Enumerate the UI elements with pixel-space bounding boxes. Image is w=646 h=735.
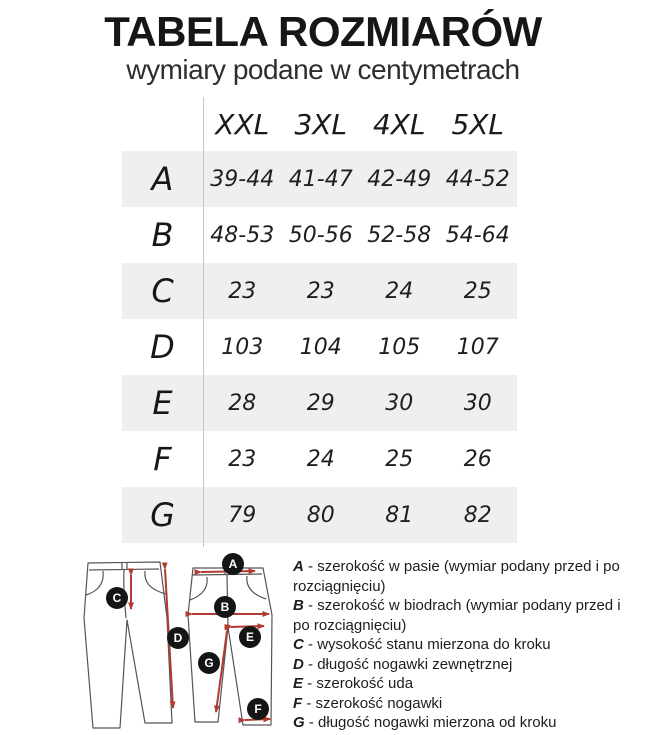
size-cell: 104 <box>299 334 342 360</box>
legend-separator: - <box>302 694 316 712</box>
size-cell: 80 <box>306 502 335 528</box>
size-cell: 52-58 <box>367 222 432 248</box>
legend-separator: - <box>303 655 318 673</box>
legend-item-c <box>293 635 639 655</box>
legend-letter: A <box>293 558 304 575</box>
badge-d: D <box>167 627 189 649</box>
legend-letter: G <box>293 714 305 731</box>
row-label: G <box>150 496 175 534</box>
legend-text: szerokość nogawki <box>315 694 443 712</box>
size-cell: 42-49 <box>367 166 432 192</box>
size-cell: 25 <box>385 446 414 472</box>
row-label: A <box>151 160 174 198</box>
legend-item-a <box>293 557 639 596</box>
size-cell: 23 <box>306 278 335 304</box>
table-divider-line <box>203 97 204 547</box>
legend-text: szerokość uda <box>316 675 414 692</box>
size-column-header-4xl: 4XL <box>372 108 426 141</box>
legend-text: szerokość w pasie (wymiar podany przed i po rozciągnięciu) <box>293 558 620 595</box>
size-cell: 79 <box>228 502 257 528</box>
page-subtitle: wymiary podane w centymetrach <box>126 54 520 85</box>
size-cell: 103 <box>221 334 264 360</box>
table-row-a <box>122 151 517 207</box>
size-cell: 105 <box>378 334 421 360</box>
legend-letter: C <box>293 636 304 653</box>
table-row-g <box>122 487 517 543</box>
legend-item-b <box>293 596 639 635</box>
legend-separator: - <box>304 714 319 731</box>
legend-separator: - <box>303 597 318 614</box>
legend-letter: F <box>293 694 303 712</box>
size-cell: 24 <box>385 278 414 304</box>
size-cell: 24 <box>306 446 335 472</box>
badge-c: C <box>106 587 128 609</box>
legend-item-d <box>293 655 639 675</box>
size-cell: 39-44 <box>210 166 275 192</box>
size-table <box>122 98 517 543</box>
measurement-legend <box>293 557 639 733</box>
size-cell: 30 <box>385 390 414 416</box>
size-cell: 28 <box>228 390 257 416</box>
size-cell: 30 <box>463 390 492 416</box>
size-column-header-5xl: 5XL <box>451 108 505 141</box>
table-row-c <box>122 263 517 319</box>
legend-letter: E <box>293 675 304 692</box>
table-row-d <box>122 319 517 375</box>
legend-text: wysokość stanu mierzona do kroku <box>317 636 551 653</box>
size-cell: 82 <box>463 502 492 528</box>
table-row-f <box>122 431 517 487</box>
legend-letter: D <box>293 655 304 673</box>
page-title: TABELA ROZMIARÓW <box>104 8 542 55</box>
size-cell: 107 <box>456 334 499 360</box>
legend-separator: - <box>303 675 317 692</box>
size-cell: 50-56 <box>288 222 353 248</box>
badge-b: B <box>214 596 236 618</box>
size-column-header-xxl: XXL <box>215 108 270 141</box>
legend-item-f <box>293 694 639 714</box>
size-cell: 23 <box>228 446 257 472</box>
size-cell: 48-53 <box>210 222 275 248</box>
size-cell: 29 <box>306 390 335 416</box>
row-label: B <box>151 216 174 254</box>
size-cell: 54-64 <box>445 222 510 248</box>
row-label: E <box>152 384 173 422</box>
legend-item-e <box>293 674 639 694</box>
badge-a: A <box>222 553 244 575</box>
legend-text: długość nogawki zewnętrznej <box>317 655 513 673</box>
table-row-e <box>122 375 517 431</box>
legend-separator: - <box>303 558 318 575</box>
size-column-header-3xl: 3XL <box>294 108 348 141</box>
row-label: C <box>151 272 174 310</box>
size-cell: 23 <box>228 278 257 304</box>
size-cell: 41-47 <box>288 166 353 192</box>
legend-separator: - <box>303 636 318 653</box>
table-row-b <box>122 207 517 263</box>
size-cell: 44-52 <box>445 166 510 192</box>
size-table-header-row <box>122 98 517 151</box>
pants-front-outline <box>84 562 172 728</box>
legend-letter: B <box>293 597 304 614</box>
row-label: D <box>150 328 175 366</box>
badge-f: F <box>247 698 269 720</box>
badge-g: G <box>198 652 220 674</box>
row-label: F <box>153 440 172 478</box>
size-cell: 81 <box>385 502 414 528</box>
legend-item-g <box>293 713 639 733</box>
legend-text: długość nogawki mierzona od kroku <box>318 714 557 731</box>
size-cell: 26 <box>463 446 492 472</box>
size-cell: 25 <box>463 278 492 304</box>
badge-e: E <box>239 626 261 648</box>
legend-text: szerokość w biodrach (wymiar podany przed i po rozciągnięciu) <box>293 597 621 634</box>
